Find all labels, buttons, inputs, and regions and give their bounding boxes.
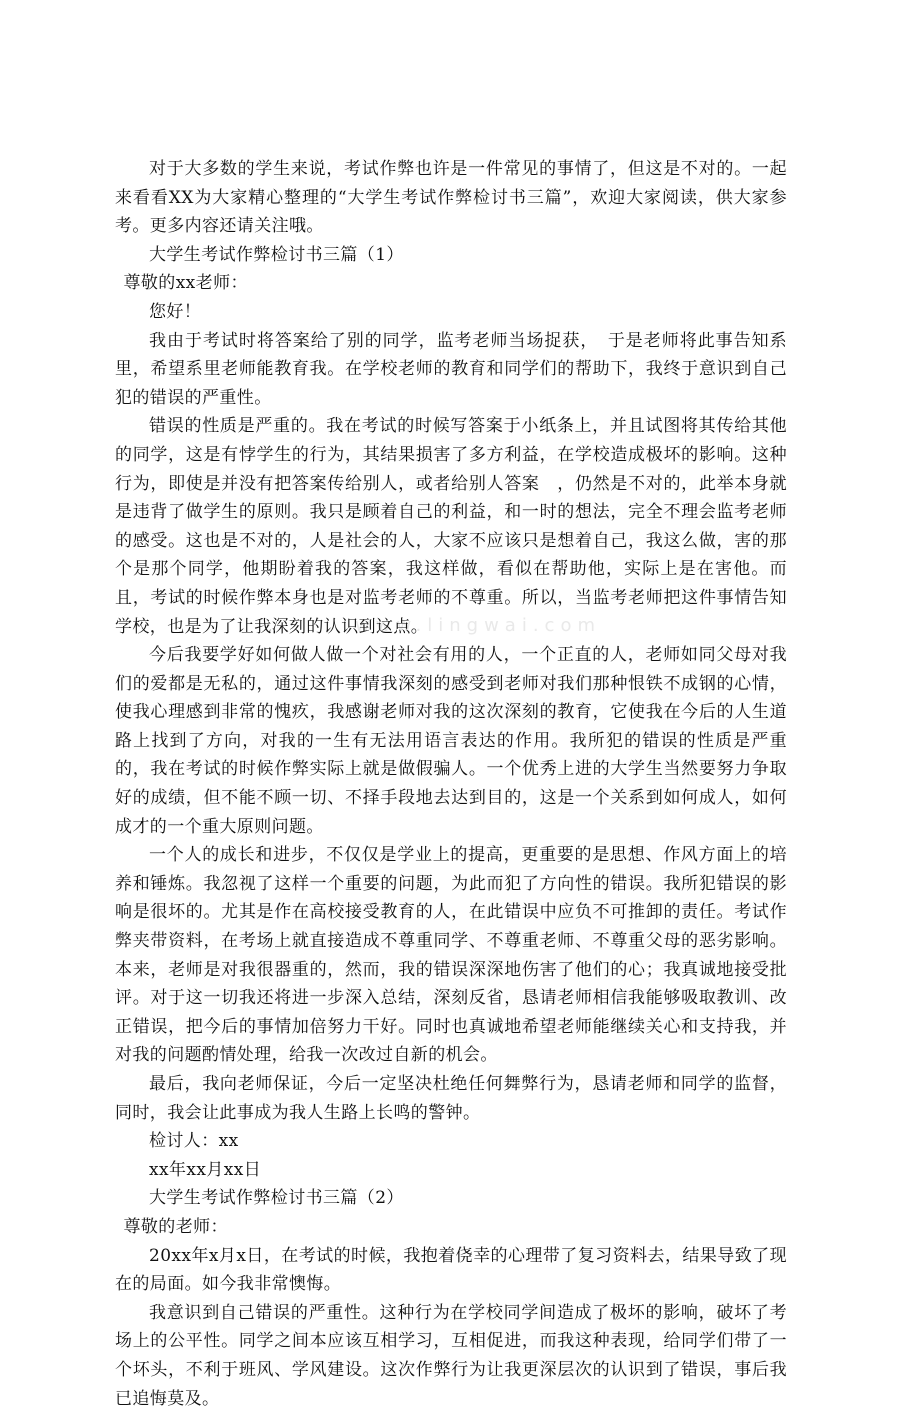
letter1-title: 大学生考试作弊检讨书三篇（1）	[149, 244, 404, 265]
watermark: www.lingwai.com	[355, 615, 601, 636]
document-body	[115, 155, 787, 1413]
letter1-date: xx年xx月xx日	[149, 1159, 262, 1180]
letter2-salutation: 尊敬的老师：	[123, 1216, 228, 1237]
letter1-paragraph: 错误的性质是严重的。我在考试的时候写答案于小纸条上，并且试图将其传给其他的同学，这是有悖学生的行为，其结果损害了多方利益，在学校造成极坏的影响。这种行为，即使是并没有把答案传给别人，或者给别人答案 ，仍然是不对的，此举本身就是违背了做学生的原则。我只是顾着自己的利益，和一时的想法，完全不理会监考老师的感受。这也是不对的，人是社会的人，大家不应该只是想着自己，我这么做，害的那个是那个同学，他期盼着我的答案，我这样做，看似在帮助他，实际上是在害他。而且，考试的时候作弊本身也是对监考老师的不尊重。所以，当监考老师把这件事情告知学校，也是为了让我深刻的认识到这点。	[115, 416, 787, 637]
letter1-paragraph: 一个人的成长和进步，不仅仅是学业上的提高，更重要的是思想、作风方面上的培养和锤炼。我忽视了这样一个重要的问题，为此而犯了方向性的错误。我所犯错误的影响是很坏的。尤其是作在高校接受教育的人，在此错误中应负不可推卸的责任。考试作弊夹带资料，在考场上就直接造成不尊重同学、不尊重老师、不尊重父母的恶劣影响。本来，老师是对我很器重的，然而，我的错误深深地伤害了他们的心；我真诚地接受批评。对于这一切我还将进一步深入总结，深刻反省，恳请老师相信我能够吸取教训、改正错误，把今后的事情加倍努力干好。同时也真诚地希望老师能继续关心和支持我，并对我的问题酌情处理，给我一次改过自新的机会。	[115, 845, 787, 1066]
letter2-paragraph: 20xx年x月x日，在考试的时候，我抱着侥幸的心理带了复习资料去，结果导致了现在的局面。如今我非常懊悔。	[115, 1245, 787, 1295]
intro-paragraph: 对于大多数的学生来说，考试作弊也许是一件常见的事情了，但这是不对的。一起来看看XX为大家精心整理的“大学生考试作弊检讨书三篇”，欢迎大家阅读，供大家参考。更多内容还请关注哦。	[115, 159, 787, 237]
letter1-paragraph: 最后，我向老师保证，今后一定坚决杜绝任何舞弊行为，恳请老师和同学的监督，同时，我会让此事成为我人生路上长鸣的警钟。	[115, 1074, 787, 1123]
letter1-paragraph: 我由于考试时将答案给了别的同学，监考老师当场捉获， 于是老师将此事告知系里，希望系里老师能教育我。在学校老师的教育和同学们的帮助下，我终于意识到自己犯的错误的严重性。	[115, 330, 787, 408]
letter1-paragraph: 今后我要学好如何做人做一个对社会有用的人，一个正直的人，老师如同父母对我们的爱都是无私的，通过这件事情我深刻的感受到老师对我们那种恨铁不成钢的心情，使我心理感到非常的愧疚，我感谢老师对我的这次深刻的教育，它使我在今后的人生道路上找到了方向，对我的一生有无法用语言表达的作用。我所犯的错误的性质是严重的，我在考试的时候作弊实际上就是做假骗人。一个优秀上进的大学生当然要努力争取好的成绩，但不能不顾一切、不择手段地去达到目的，这是一个关系到如何成人，如何成才的一个重大原则问题。	[115, 645, 787, 837]
letter2-paragraph: 我意识到自己错误的严重性。这种行为在学校同学间造成了极坏的影响，破坏了考场上的公平性。同学之间本应该互相学习，互相促进，而我这种表现，给同学们带了一个坏头，不利于班风、学风建设。这次作弊行为让我更深层次的认识到了错误，事后我已追悔莫及。	[115, 1302, 787, 1409]
letter1-greeting: 您好！	[149, 301, 202, 322]
letter1-salutation: 尊敬的xx老师：	[123, 273, 248, 294]
letter2-title: 大学生考试作弊检讨书三篇（2）	[149, 1188, 404, 1209]
letter1-signature: 检讨人：xx	[149, 1131, 239, 1152]
